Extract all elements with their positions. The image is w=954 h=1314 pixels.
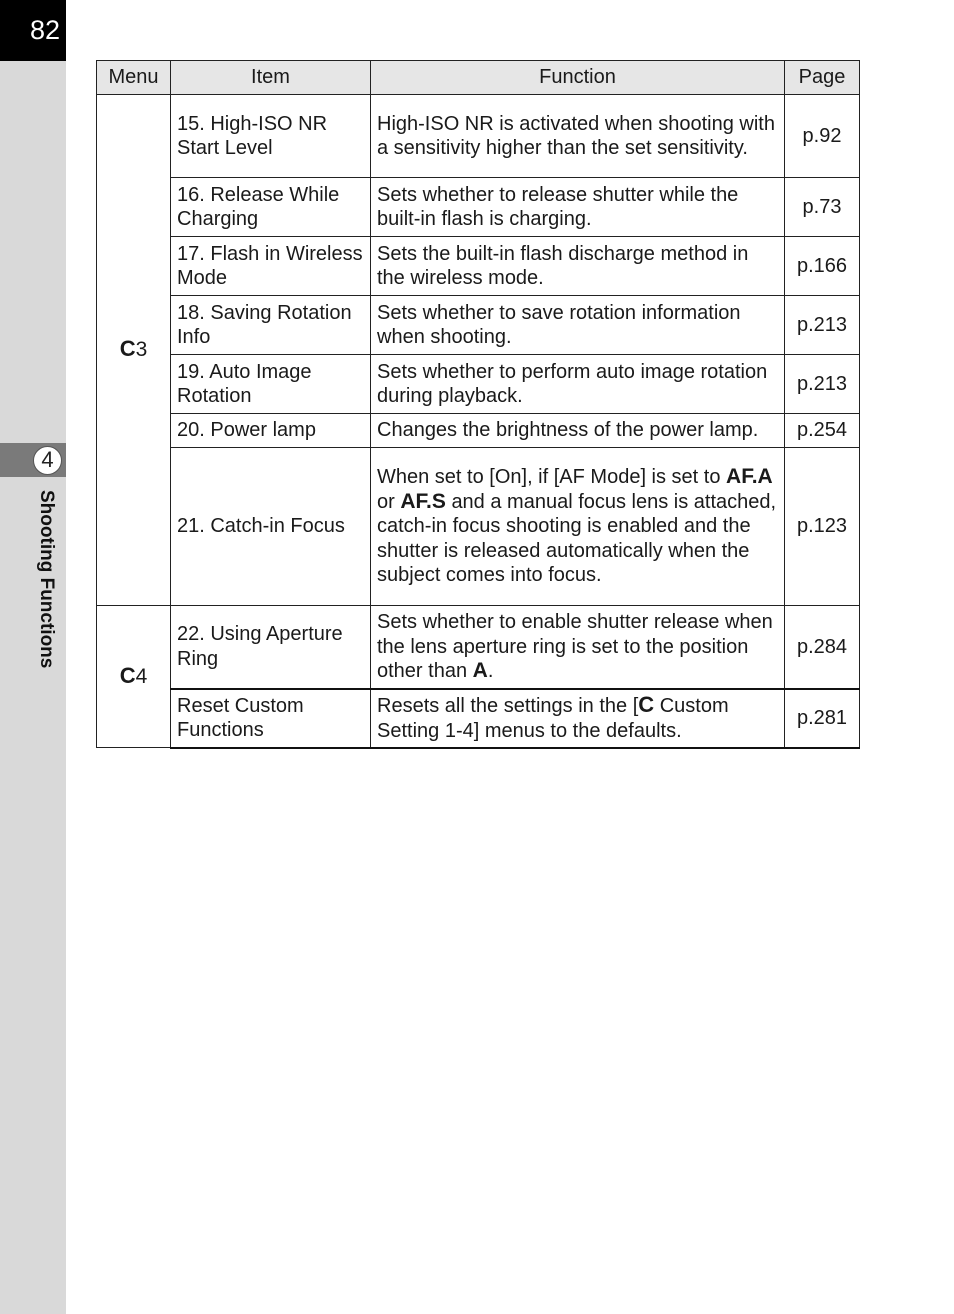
custom-setting-icon: C [119,662,136,688]
item-cell: 22. Using Aperture Ring [171,606,371,689]
function-cell [371,606,785,689]
table-row [97,178,860,237]
af-a-mode-icon: AF.A [726,465,773,489]
page-ref: p.92 [785,95,860,178]
table-row [97,355,860,414]
af-s-mode-icon: AF.S [400,489,446,513]
function-cell [371,689,785,748]
page-ref: p.213 [785,296,860,355]
function-text: Custom Setting 1-4] menus to the defaults. [377,695,729,742]
function-text: Sets whether to enable shutter release when the lens aperture ring is set to the position other than [377,611,773,682]
function-cell: High-ISO NR is activated when shooting with a sensitivity higher than the set sensitivity. [371,95,785,178]
chapter-title: Shooting Functions [36,490,57,669]
item-cell: 17. Flash in Wireless Mode [171,237,371,296]
page-number: 82 [0,0,66,61]
function-cell: Sets whether to perform auto image rotation during playback. [371,355,785,414]
function-cell: Changes the brightness of the power lamp. [371,414,785,448]
custom-setting-icon: C [638,692,655,717]
item-cell: 20. Power lamp [171,414,371,448]
item-cell: 19. Auto Image Rotation [171,355,371,414]
function-text: When set to [On], if [AF Mode] is set to [377,466,721,489]
function-text: and a manual focus lens is attached, catch-in focus shooting is enabled and the shutter is released automatically when the subject comes into focus. [377,490,777,587]
page-ref: p.73 [785,178,860,237]
page-ref: p.284 [785,606,860,689]
function-cell: Sets whether to save rotation information when shooting. [371,296,785,355]
item-cell: 21. Catch-in Focus [171,448,371,606]
function-cell: Sets the built-in flash discharge method in the wireless mode. [371,237,785,296]
item-cell: Reset Custom Functions [171,689,371,748]
table-row [97,448,860,606]
function-text: . [487,660,494,682]
page-ref: p.281 [785,689,860,748]
header-menu: Menu [97,61,171,95]
function-text: or [377,490,395,513]
item-cell: 16. Release While Charging [171,178,371,237]
table-row [97,606,860,689]
aperture-a-icon: A [472,659,488,682]
menu-group-c4 [97,606,171,748]
header-item: Item [171,61,371,95]
function-cell [371,448,785,606]
menu-group-number: 4 [135,664,148,688]
menu-group-c3 [97,95,171,606]
page-ref: p.123 [785,448,860,606]
header-page: Page [785,61,860,95]
page-ref: p.213 [785,355,860,414]
function-cell: Sets whether to release shutter while the built-in flash is charging. [371,178,785,237]
function-text: Resets all the settings in the [ [377,695,639,717]
table-row [97,689,860,748]
custom-setting-icon: C [119,336,136,362]
item-cell: 18. Saving Rotation Info [171,296,371,355]
table-row [97,95,860,178]
table-row [97,414,860,448]
header-function: Function [371,61,785,95]
table-header-row [97,61,860,95]
page-ref: p.166 [785,237,860,296]
menu-group-number: 3 [135,338,148,362]
custom-function-table [96,60,860,749]
chapter-number-badge: 4 [33,446,62,475]
item-cell: 15. High-ISO NR Start Level [171,95,371,178]
page-ref: p.254 [785,414,860,448]
table-row [97,296,860,355]
table-row [97,237,860,296]
